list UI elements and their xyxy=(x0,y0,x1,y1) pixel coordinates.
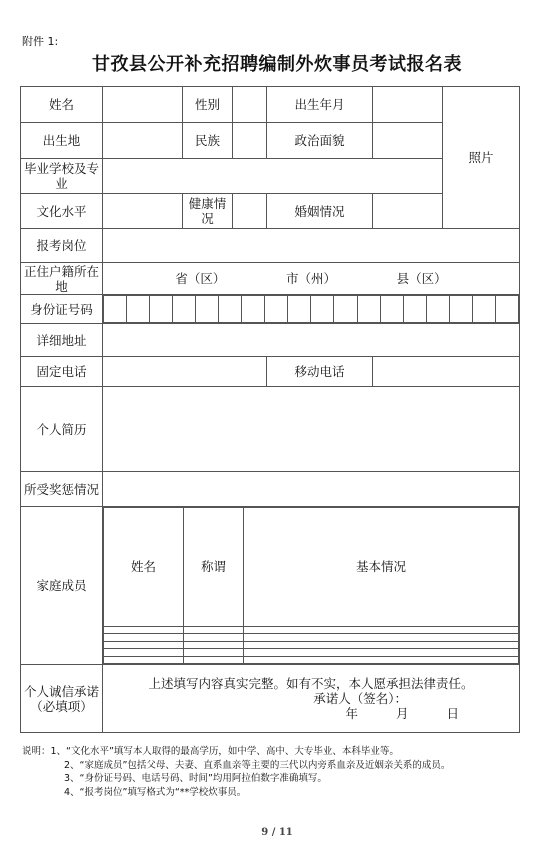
id-number-field[interactable] xyxy=(103,295,520,324)
school-major-field[interactable] xyxy=(103,159,443,194)
promise-label: 个人诚信承诺（必填项） xyxy=(21,665,103,733)
address-label: 详细地址 xyxy=(21,324,103,357)
photo-box[interactable]: 照片 xyxy=(443,87,520,229)
id-digit-box[interactable] xyxy=(104,296,127,323)
id-digit-box[interactable] xyxy=(150,296,173,323)
id-digit-box[interactable] xyxy=(380,296,403,323)
health-field[interactable] xyxy=(233,194,267,229)
position-label: 报考岗位 xyxy=(21,229,103,263)
attachment-label: 附件 1: xyxy=(22,35,59,48)
family-cell[interactable] xyxy=(244,634,519,641)
promise-block xyxy=(103,665,520,733)
name-field[interactable] xyxy=(103,87,183,123)
awards-field[interactable] xyxy=(103,472,520,507)
family-cell[interactable] xyxy=(184,634,244,641)
family-cell[interactable] xyxy=(104,649,184,656)
note-line-1 xyxy=(22,745,532,759)
family-cell[interactable] xyxy=(244,656,519,663)
family-cell[interactable] xyxy=(104,656,184,663)
political-status-field[interactable] xyxy=(373,123,443,159)
page-number: 9 / 11 xyxy=(261,827,293,838)
hukou-city: 市（州） xyxy=(286,271,337,286)
hukou-province: 省（区） xyxy=(175,271,226,286)
political-status-label: 政治面貌 xyxy=(267,123,373,159)
family-table-wrap xyxy=(103,507,520,665)
id-digit-box[interactable] xyxy=(196,296,219,323)
marital-field[interactable] xyxy=(373,194,443,229)
id-digit-box[interactable] xyxy=(173,296,196,323)
family-row xyxy=(104,656,519,663)
family-cell[interactable] xyxy=(184,626,244,633)
id-digit-box[interactable] xyxy=(288,296,311,323)
id-number-label: 身份证号码 xyxy=(21,295,103,324)
id-digit-box[interactable] xyxy=(403,296,426,323)
family-cell[interactable] xyxy=(244,641,519,648)
notes-prefix: 说明： xyxy=(22,746,51,757)
form-title: 甘孜县公开补充招聘编制外炊事员考试报名表 xyxy=(92,54,462,75)
note-item: 2、“家庭成员”包括父母、夫妻、直系血亲等主要的三代以内旁系血亲及近姻亲关系的成员。 xyxy=(64,759,451,771)
family-header-relation: 称谓 xyxy=(184,508,244,627)
family-cell[interactable] xyxy=(104,634,184,641)
family-cell[interactable] xyxy=(244,649,519,656)
ethnicity-field[interactable] xyxy=(233,123,267,159)
promise-day: 日 xyxy=(446,706,460,721)
gender-field[interactable] xyxy=(233,87,267,123)
name-label: 姓名 xyxy=(21,87,103,123)
family-row xyxy=(104,649,519,656)
hukou-field[interactable] xyxy=(103,263,520,295)
note-item: 1、“文化水平”填写本人取得的最高学历，如中学、高中、大专毕业、本科毕业等。 xyxy=(50,746,399,757)
registration-form xyxy=(20,86,520,733)
id-digit-box[interactable] xyxy=(127,296,150,323)
resume-label: 个人简历 xyxy=(21,387,103,472)
birth-date-field[interactable] xyxy=(373,87,443,123)
hukou-label: 正住户籍所在地 xyxy=(21,263,103,295)
notes xyxy=(22,745,532,799)
promise-month: 月 xyxy=(396,706,409,721)
family-row xyxy=(104,626,519,633)
id-digit-box[interactable] xyxy=(449,296,472,323)
hukou-county: 县（区） xyxy=(396,271,447,286)
id-digit-box[interactable] xyxy=(334,296,357,323)
id-digit-box[interactable] xyxy=(495,296,518,323)
address-field[interactable] xyxy=(103,324,520,357)
family-cell[interactable] xyxy=(184,656,244,663)
family-cell[interactable] xyxy=(184,641,244,648)
family-row xyxy=(104,641,519,648)
id-digit-box[interactable] xyxy=(311,296,334,323)
landline-field[interactable] xyxy=(103,357,267,387)
ethnicity-label: 民族 xyxy=(183,123,233,159)
family-cell[interactable] xyxy=(104,626,184,633)
birth-date-label: 出生年月 xyxy=(267,87,373,123)
landline-label: 固定电话 xyxy=(21,357,103,387)
promise-signer[interactable]: 承诺人（签名）： xyxy=(313,691,408,706)
family-header-name: 姓名 xyxy=(104,508,184,627)
id-digit-box[interactable] xyxy=(265,296,288,323)
note-item: 4、“报考岗位”填写格式为“**学校炊事员。 xyxy=(64,786,247,798)
note-item: 3、“身份证号码、电话号码、时间”均用阿拉伯数字准确填写。 xyxy=(64,773,327,784)
birthplace-label: 出生地 xyxy=(21,123,103,159)
education-label: 文化水平 xyxy=(21,194,103,229)
resume-field[interactable] xyxy=(103,387,520,472)
family-label: 家庭成员 xyxy=(21,507,103,665)
school-major-label: 毕业学校及专业 xyxy=(21,159,103,194)
position-field[interactable] xyxy=(103,229,520,263)
family-cell[interactable] xyxy=(244,626,519,633)
gender-label: 性别 xyxy=(183,87,233,123)
mobile-field[interactable] xyxy=(373,357,520,387)
promise-year: 年 xyxy=(345,706,359,721)
id-digit-box[interactable] xyxy=(219,296,242,323)
family-cell[interactable] xyxy=(104,641,184,648)
id-digit-box[interactable] xyxy=(472,296,495,323)
id-digit-box[interactable] xyxy=(242,296,265,323)
education-field[interactable] xyxy=(103,194,183,229)
family-header-details: 基本情况 xyxy=(244,508,519,627)
marital-label: 婚姻情况 xyxy=(267,194,373,229)
promise-statement: 上述填写内容真实完整。如有不实，本人愿承担法律责任。 xyxy=(148,676,474,691)
id-digit-box[interactable] xyxy=(426,296,449,323)
family-table xyxy=(103,507,519,664)
mobile-label: 移动电话 xyxy=(267,357,373,387)
id-digit-box[interactable] xyxy=(357,296,380,323)
family-cell[interactable] xyxy=(184,649,244,656)
family-row xyxy=(104,634,519,641)
health-label: 健康情况 xyxy=(183,194,233,229)
awards-label: 所受奖惩情况 xyxy=(21,472,103,507)
promise-date[interactable] xyxy=(105,706,517,721)
birthplace-field[interactable] xyxy=(103,123,183,159)
